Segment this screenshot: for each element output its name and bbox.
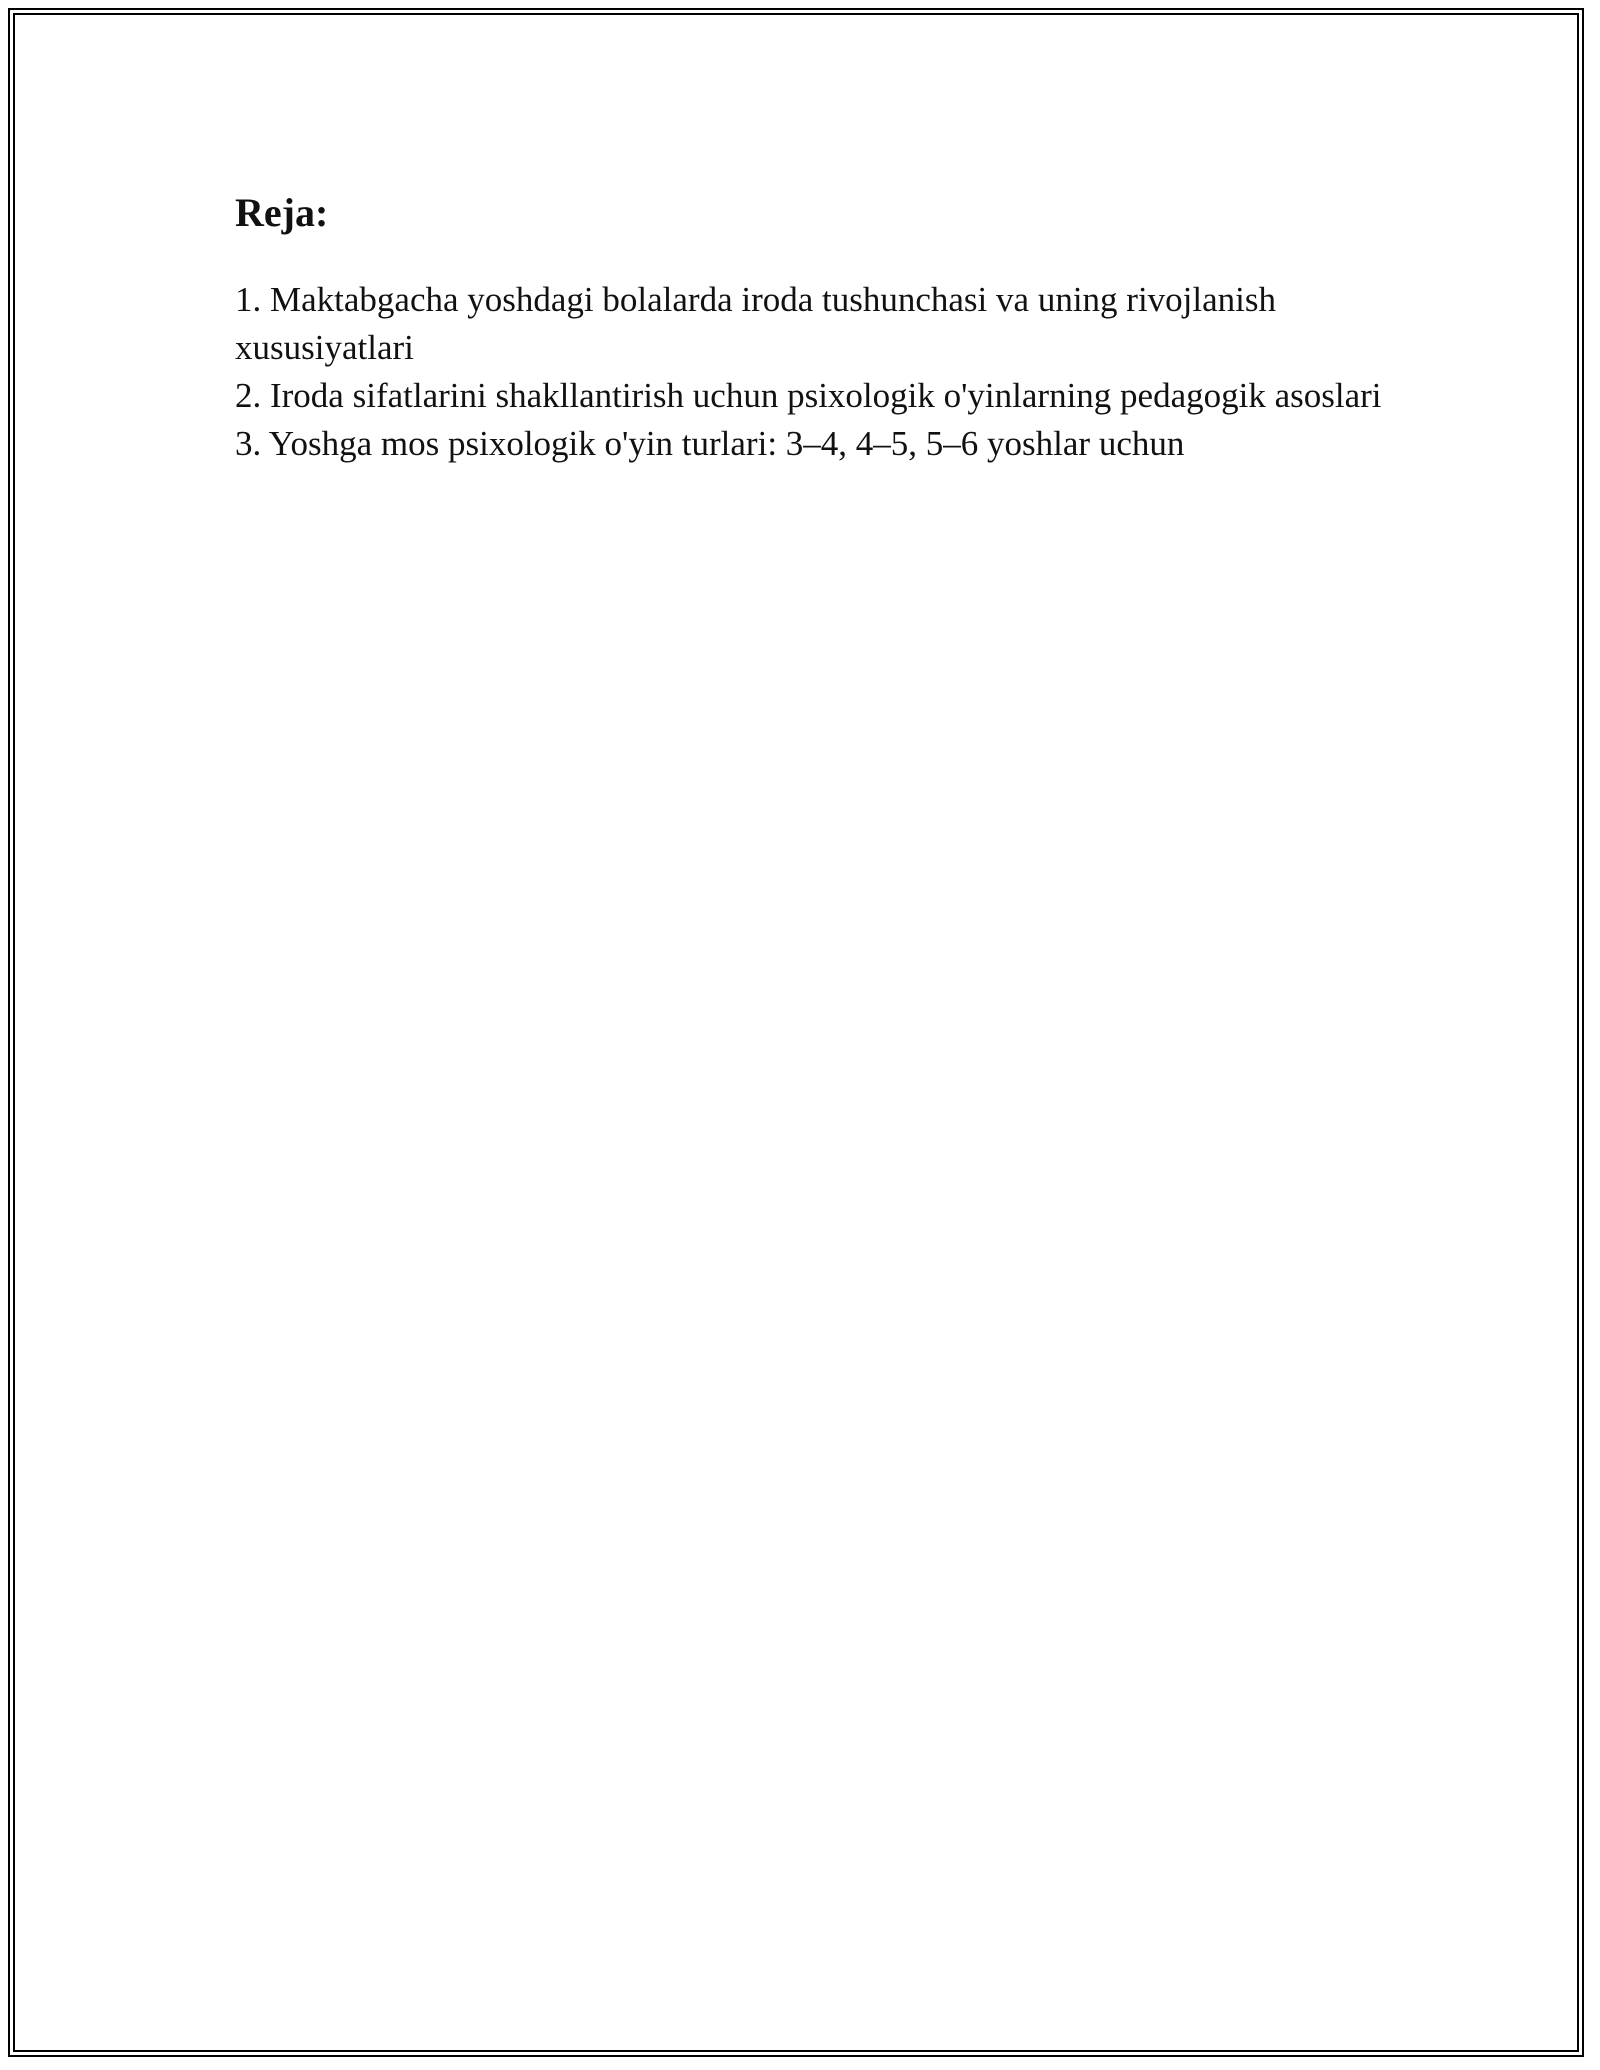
list-item: 1. Maktabgacha yoshdagi bolalarda iroda tushunchasi va uning rivojlanish xususiyatlari <box>235 280 1276 367</box>
list-item: 3. Yoshga mos psixologik o'yin turlari: 3–4, 4–5, 5–6 yoshlar uchun <box>235 424 1185 463</box>
list-item: 2. Iroda sifatlarini shakllantirish uchun psixologik o'yinlarning pedagogik asoslari <box>235 376 1382 415</box>
page-title: Reja: <box>235 190 329 235</box>
document-body <box>235 190 1395 468</box>
plan-list <box>235 276 1395 468</box>
